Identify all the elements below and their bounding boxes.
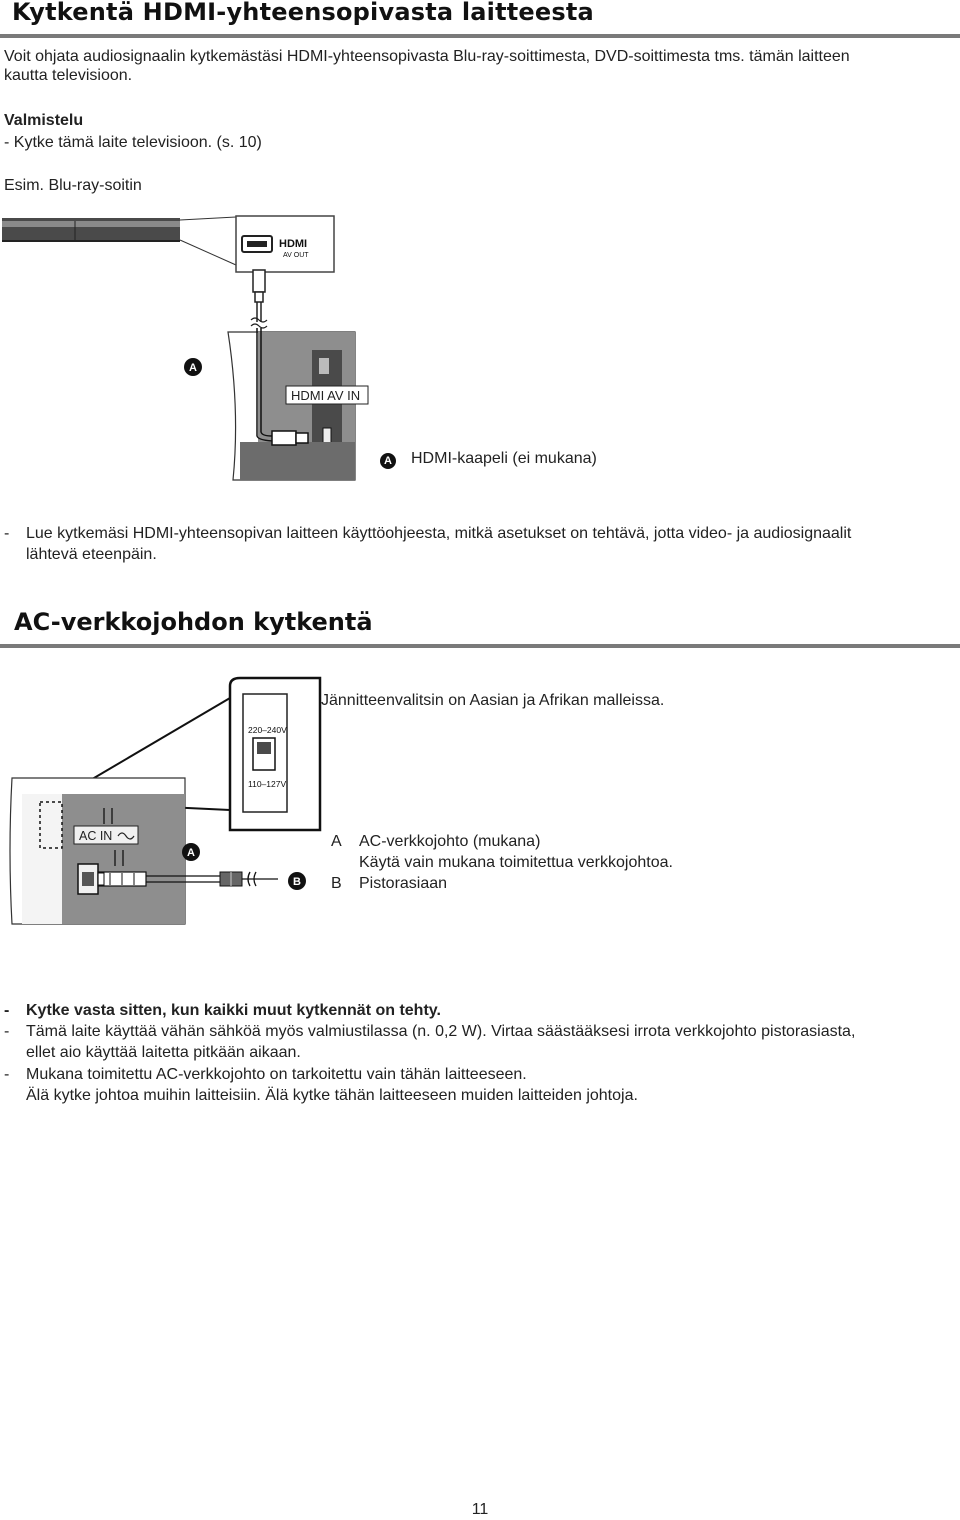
unit-rear-panel-icon [228, 332, 355, 480]
hdmi-note-line-1: Lue kytkemäsi HDMI-yhteensopivan laitteen käyttöohjeesta, mitkä asetukset on tehtävä, jotta video- ja audiosignaalit [26, 525, 852, 542]
section-rule [0, 644, 960, 648]
hdmi-legend-text: HDMI-kaapeli (ei mukana) [411, 450, 597, 467]
hdmi-note-dash: - [4, 525, 10, 542]
hdmi-plug-top-icon [253, 270, 265, 302]
ac-legend-letter-3: B [331, 875, 342, 892]
voltage-high-label: 220–240V [248, 725, 287, 735]
blu-ray-player-icon [2, 218, 180, 242]
player-port-label: AV OUT [283, 252, 309, 259]
player-port-logo: HDMI [279, 238, 308, 250]
ac-rear-panel-icon [10, 778, 185, 924]
note-2-line-2: ellet aio käyttää laitetta pitkään aikaan. [26, 1044, 301, 1061]
hdmi-note-line-2: lähtevä eteenpäin. [26, 546, 157, 563]
prep-title: Valmistelu [4, 112, 84, 129]
ac-legend-letter-1: A [331, 833, 342, 850]
note-2-dash: - [4, 1023, 10, 1040]
prep-item: - Kytke tämä laite televisioon. (s. 10) [4, 134, 262, 151]
ac-marker-a: A [187, 847, 195, 859]
title-rule [0, 34, 960, 38]
unit-port-label: HDMI AV IN [291, 388, 361, 403]
page-title: Kytkentä HDMI-yhteensopivasta laitteesta [12, 0, 594, 26]
marker-a: A [189, 362, 197, 374]
ac-connection-illustration [0, 676, 330, 931]
ac-marker-b: B [293, 876, 301, 888]
hdmi-legend-badge [380, 451, 396, 469]
legend-badge-a: A [380, 453, 396, 469]
hdmi-connection-illustration [0, 210, 960, 485]
note-1-dash: - [4, 1002, 10, 1019]
ac-legend-text-3: Pistorasiaan [359, 875, 448, 892]
ac-legend-text-2: Käytä vain mukana toimitettua verkkojohtoa. [359, 854, 673, 871]
hdmi-plug-bottom-icon [272, 431, 308, 445]
example-label: Esim. Blu-ray-soitin [4, 177, 142, 194]
power-plug-icon [220, 872, 242, 886]
note-3-line-2: Älä kytke johtoa muihin laitteisiin. Älä kytke tähän laitteeseen muiden laitteiden johtoja. [26, 1087, 638, 1104]
note-1: Kytke vasta sitten, kun kaikki muut kytkennät on tehty. [26, 1002, 441, 1019]
ac-in-label: AC IN [79, 829, 113, 843]
voltage-note: Jännitteenvalitsin on Aasian ja Afrikan malleissa. [321, 692, 665, 709]
note-3-line-1: Mukana toimitettu AC-verkkojohto on tarkoitettu vain tähän laitteeseen. [26, 1066, 527, 1083]
note-3-dash: - [4, 1066, 10, 1083]
voltage-low-label: 110–127V [248, 779, 287, 789]
note-2-line-1: Tämä laite käyttää vähän sähköä myös valmiustilassa (n. 0,2 W). Virtaa säästääksesi irrota verkkojohto pistorasiasta, [26, 1023, 856, 1040]
page-number: 11 [471, 1501, 489, 1518]
intro-line-2: kautta televisioon. [4, 67, 133, 84]
ac-legend-text-1: AC-verkkojohto (mukana) [359, 833, 541, 850]
intro-line-1: Voit ohjata audiosignaalin kytkemästäsi HDMI-yhteensopivasta Blu-ray-soittimesta, DVD-soittimesta tms. tämän laitteen [4, 48, 850, 65]
section-title-ac: AC-verkkojohdon kytkentä [14, 608, 373, 636]
